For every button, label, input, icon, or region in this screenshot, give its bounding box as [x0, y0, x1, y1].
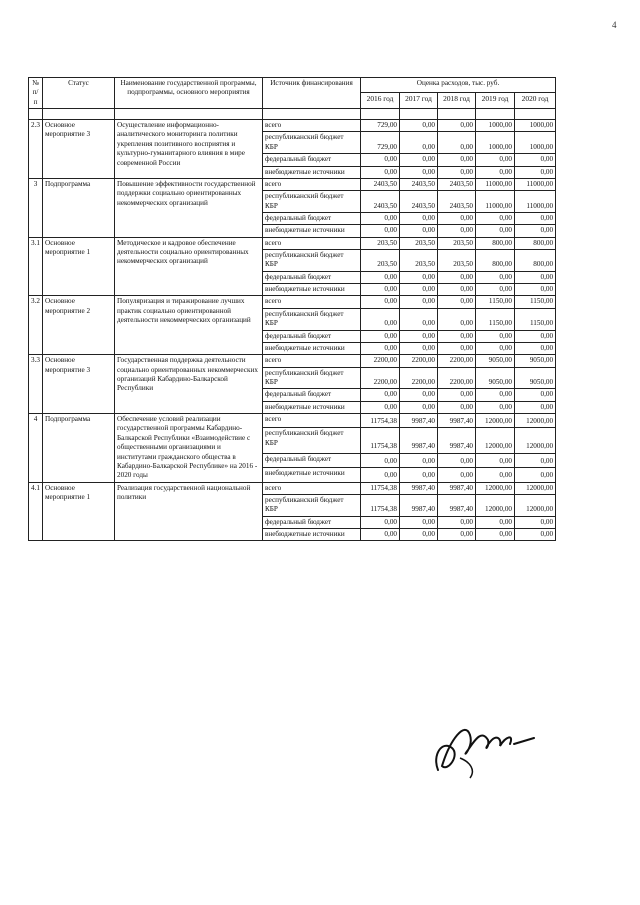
amount-cell: 203,50: [438, 250, 476, 272]
section-status: Подпрограмма: [43, 178, 115, 237]
table-row: [29, 414, 556, 428]
amount-cell: 0,00: [361, 284, 400, 296]
amount-cell: 0,00: [515, 225, 556, 237]
funding-source: республиканский бюджет КБР: [263, 250, 361, 272]
amount-cell: 2200,00: [438, 367, 476, 389]
amount-cell: 9987,40: [400, 482, 438, 494]
table-row: [29, 237, 556, 249]
funding-source: всего: [263, 414, 361, 428]
funding-source: всего: [263, 296, 361, 308]
amount-cell: 0,00: [438, 516, 476, 528]
amount-cell: 0,00: [515, 453, 556, 467]
funding-source: всего: [263, 355, 361, 367]
page-mark: 4: [612, 20, 617, 30]
amount-cell: 0,00: [361, 516, 400, 528]
section-number: 4.1: [29, 482, 43, 541]
amount-cell: 1150,00: [515, 308, 556, 330]
amount-cell: 9987,40: [400, 494, 438, 516]
amount-cell: 2403,50: [361, 191, 400, 213]
amount-cell: 0,00: [361, 453, 400, 467]
section-name: Обеспечение условий реализации государственной программы Кабардино-Балкарской Республики «Взаимодействие с общественными организациями и институтами гражданского общества в Кабардино-Балкарской Республике» на 2016 - 2020 годы: [115, 414, 263, 483]
amount-cell: 0,00: [400, 342, 438, 354]
amount-cell: 0,00: [400, 453, 438, 467]
amount-cell: 0,00: [438, 225, 476, 237]
spacer-cell: [476, 109, 515, 120]
amount-cell: 0,00: [476, 154, 515, 166]
funding-source: республиканский бюджет КБР: [263, 367, 361, 389]
section-number: 3.2: [29, 296, 43, 355]
amount-cell: 11754,38: [361, 414, 400, 428]
spacer-cell: [29, 109, 43, 120]
amount-cell: 2403,50: [400, 191, 438, 213]
spacer-cell: [438, 109, 476, 120]
amount-cell: 9050,00: [515, 355, 556, 367]
amount-cell: 0,00: [438, 342, 476, 354]
amount-cell: 1150,00: [515, 296, 556, 308]
amount-cell: 0,00: [515, 330, 556, 342]
amount-cell: 729,00: [361, 132, 400, 154]
header-num: № п/п: [29, 78, 43, 109]
amount-cell: 12000,00: [515, 494, 556, 516]
amount-cell: 0,00: [438, 389, 476, 401]
amount-cell: 1000,00: [515, 132, 556, 154]
amount-cell: 0,00: [476, 389, 515, 401]
amount-cell: 0,00: [476, 342, 515, 354]
amount-cell: 0,00: [438, 132, 476, 154]
funding-source: всего: [263, 178, 361, 190]
section-name: Осуществление информационно-аналитического мониторинга политики укрепления позитивного восприятия и культурно-гуманитарного влияния в мире современной России: [115, 120, 263, 179]
amount-cell: 2200,00: [400, 367, 438, 389]
amount-cell: 0,00: [515, 516, 556, 528]
amount-cell: 2403,50: [438, 178, 476, 190]
funding-source: федеральный бюджет: [263, 330, 361, 342]
amount-cell: 0,00: [438, 120, 476, 132]
amount-cell: 0,00: [438, 166, 476, 178]
amount-cell: 12000,00: [515, 482, 556, 494]
amount-cell: 0,00: [515, 212, 556, 224]
amount-cell: 9987,40: [400, 414, 438, 428]
section-status: Основное мероприятие 3: [43, 355, 115, 414]
amount-cell: 0,00: [400, 468, 438, 482]
amount-cell: 12000,00: [515, 414, 556, 428]
amount-cell: 0,00: [361, 308, 400, 330]
header-source: Источник финансирования: [263, 78, 361, 109]
amount-cell: 12000,00: [476, 428, 515, 453]
amount-cell: 0,00: [400, 296, 438, 308]
amount-cell: 9987,40: [400, 428, 438, 453]
amount-cell: 12000,00: [476, 414, 515, 428]
amount-cell: 0,00: [438, 212, 476, 224]
amount-cell: 0,00: [476, 401, 515, 413]
amount-cell: 12000,00: [476, 482, 515, 494]
amount-cell: 0,00: [361, 342, 400, 354]
funding-source: федеральный бюджет: [263, 212, 361, 224]
amount-cell: 0,00: [476, 453, 515, 467]
funding-source: внебюджетные источники: [263, 529, 361, 541]
amount-cell: 9987,40: [438, 414, 476, 428]
amount-cell: 2403,50: [400, 178, 438, 190]
amount-cell: 0,00: [400, 330, 438, 342]
section-number: 4: [29, 414, 43, 483]
header-year: 2018 год: [438, 93, 476, 109]
amount-cell: 800,00: [515, 250, 556, 272]
header-year: 2019 год: [476, 93, 515, 109]
amount-cell: 203,50: [361, 250, 400, 272]
amount-cell: 0,00: [438, 296, 476, 308]
table-row: [29, 482, 556, 494]
header-year: 2020 год: [515, 93, 556, 109]
header-status: Статус: [43, 78, 115, 109]
amount-cell: 203,50: [361, 237, 400, 249]
funding-source: республиканский бюджет КБР: [263, 494, 361, 516]
amount-cell: 2200,00: [438, 355, 476, 367]
amount-cell: 11000,00: [515, 178, 556, 190]
section-name: Государственная поддержка деятельности социально ориентированных некоммерческих организаций Кабардино-Балкарской Республики: [115, 355, 263, 414]
amount-cell: 0,00: [438, 453, 476, 467]
amount-cell: 800,00: [476, 250, 515, 272]
header-year: 2017 год: [400, 93, 438, 109]
section-name: Реализация государственной национальной политики: [115, 482, 263, 541]
spacer-cell: [43, 109, 115, 120]
funding-source: республиканский бюджет КБР: [263, 428, 361, 453]
amount-cell: 0,00: [400, 389, 438, 401]
amount-cell: 0,00: [515, 166, 556, 178]
amount-cell: 203,50: [400, 237, 438, 249]
amount-cell: 9050,00: [515, 367, 556, 389]
amount-cell: 0,00: [515, 468, 556, 482]
header-name: Наименование государственной программы, подпрограммы, основного мероприятия: [115, 78, 263, 109]
amount-cell: 0,00: [400, 166, 438, 178]
funding-source: всего: [263, 120, 361, 132]
section-status: Основное мероприятие 2: [43, 296, 115, 355]
funding-source: федеральный бюджет: [263, 516, 361, 528]
amount-cell: 9987,40: [438, 482, 476, 494]
section-number: 2.3: [29, 120, 43, 179]
table-row: [29, 296, 556, 308]
amount-cell: 0,00: [438, 468, 476, 482]
funding-source: внебюджетные источники: [263, 284, 361, 296]
amount-cell: 0,00: [438, 401, 476, 413]
amount-cell: 0,00: [400, 120, 438, 132]
funding-source: республиканский бюджет КБР: [263, 308, 361, 330]
amount-cell: 9050,00: [476, 355, 515, 367]
section-number: 3: [29, 178, 43, 237]
amount-cell: 0,00: [400, 212, 438, 224]
amount-cell: 0,00: [361, 296, 400, 308]
amount-cell: 11000,00: [476, 178, 515, 190]
amount-cell: 0,00: [361, 468, 400, 482]
amount-cell: 0,00: [400, 271, 438, 283]
amount-cell: 0,00: [400, 132, 438, 154]
amount-cell: 0,00: [361, 401, 400, 413]
section-number: 3.3: [29, 355, 43, 414]
amount-cell: 0,00: [515, 389, 556, 401]
amount-cell: 12000,00: [476, 494, 515, 516]
section-name: Популяризация и тиражирование лучших практик социально ориентированной деятельности некоммерческих организаций: [115, 296, 263, 355]
budget-table: [28, 77, 556, 541]
funding-source: внебюджетные источники: [263, 401, 361, 413]
amount-cell: 1000,00: [476, 120, 515, 132]
amount-cell: 203,50: [400, 250, 438, 272]
spacer-cell: [361, 109, 400, 120]
amount-cell: 0,00: [476, 284, 515, 296]
section-name: Методическое и кадровое обеспечение деятельности социально ориентированных некоммерческих организаций: [115, 237, 263, 296]
amount-cell: 0,00: [438, 154, 476, 166]
amount-cell: 0,00: [476, 225, 515, 237]
amount-cell: 11000,00: [515, 191, 556, 213]
amount-cell: 11754,38: [361, 428, 400, 453]
amount-cell: 0,00: [400, 529, 438, 541]
funding-source: внебюджетные источники: [263, 225, 361, 237]
amount-cell: 0,00: [361, 271, 400, 283]
amount-cell: 0,00: [361, 330, 400, 342]
amount-cell: 2200,00: [361, 355, 400, 367]
amount-cell: 1150,00: [476, 308, 515, 330]
signature-image: [430, 700, 540, 790]
funding-source: внебюджетные источники: [263, 342, 361, 354]
table-body: [29, 109, 556, 541]
amount-cell: 0,00: [476, 271, 515, 283]
spacer-row: [29, 109, 556, 120]
amount-cell: 2403,50: [361, 178, 400, 190]
amount-cell: 0,00: [361, 389, 400, 401]
amount-cell: 800,00: [515, 237, 556, 249]
amount-cell: 0,00: [476, 529, 515, 541]
amount-cell: 0,00: [361, 154, 400, 166]
amount-cell: 729,00: [361, 120, 400, 132]
section-status: Основное мероприятие 1: [43, 482, 115, 541]
amount-cell: 12000,00: [515, 428, 556, 453]
amount-cell: 11000,00: [476, 191, 515, 213]
amount-cell: 0,00: [515, 284, 556, 296]
amount-cell: 0,00: [361, 529, 400, 541]
spacer-cell: [400, 109, 438, 120]
funding-source: республиканский бюджет КБР: [263, 132, 361, 154]
amount-cell: 1150,00: [476, 296, 515, 308]
amount-cell: 203,50: [438, 237, 476, 249]
amount-cell: 2403,50: [438, 191, 476, 213]
table-row: [29, 120, 556, 132]
amount-cell: 0,00: [400, 308, 438, 330]
funding-source: федеральный бюджет: [263, 154, 361, 166]
amount-cell: 0,00: [476, 468, 515, 482]
amount-cell: 0,00: [400, 225, 438, 237]
funding-source: внебюджетные источники: [263, 166, 361, 178]
amount-cell: 2200,00: [361, 367, 400, 389]
amount-cell: 0,00: [400, 154, 438, 166]
funding-source: федеральный бюджет: [263, 453, 361, 467]
amount-cell: 0,00: [438, 529, 476, 541]
amount-cell: 0,00: [438, 271, 476, 283]
amount-cell: 0,00: [438, 284, 476, 296]
funding-source: федеральный бюджет: [263, 271, 361, 283]
table-row: [29, 355, 556, 367]
amount-cell: 1000,00: [515, 120, 556, 132]
amount-cell: 2200,00: [400, 355, 438, 367]
table-row: [29, 178, 556, 190]
amount-cell: 0,00: [515, 401, 556, 413]
amount-cell: 9987,40: [438, 494, 476, 516]
amount-cell: 0,00: [515, 271, 556, 283]
section-number: 3.1: [29, 237, 43, 296]
amount-cell: 11754,38: [361, 494, 400, 516]
amount-cell: 11754,38: [361, 482, 400, 494]
funding-source: республиканский бюджет КБР: [263, 191, 361, 213]
amount-cell: 0,00: [515, 154, 556, 166]
funding-source: федеральный бюджет: [263, 389, 361, 401]
amount-cell: 0,00: [515, 529, 556, 541]
spacer-cell: [515, 109, 556, 120]
amount-cell: 0,00: [438, 308, 476, 330]
header-year: 2016 год: [361, 93, 400, 109]
amount-cell: 0,00: [400, 516, 438, 528]
amount-cell: 800,00: [476, 237, 515, 249]
amount-cell: 0,00: [438, 330, 476, 342]
amount-cell: 9050,00: [476, 367, 515, 389]
amount-cell: 0,00: [361, 225, 400, 237]
funding-source: внебюджетные источники: [263, 468, 361, 482]
amount-cell: 0,00: [361, 212, 400, 224]
amount-cell: 0,00: [476, 330, 515, 342]
spacer-cell: [263, 109, 361, 120]
spacer-cell: [115, 109, 263, 120]
amount-cell: 0,00: [400, 284, 438, 296]
amount-cell: 0,00: [515, 342, 556, 354]
section-status: Основное мероприятие 1: [43, 237, 115, 296]
amount-cell: 0,00: [361, 166, 400, 178]
section-name: Повышение эффективности государственной поддержки социально ориентированных некоммерческих организаций: [115, 178, 263, 237]
funding-source: всего: [263, 482, 361, 494]
amount-cell: 0,00: [400, 401, 438, 413]
amount-cell: 1000,00: [476, 132, 515, 154]
amount-cell: 0,00: [476, 516, 515, 528]
funding-source: всего: [263, 237, 361, 249]
amount-cell: 0,00: [476, 166, 515, 178]
header-estimate: Оценка расходов, тыс. руб.: [361, 78, 556, 93]
amount-cell: 9987,40: [438, 428, 476, 453]
amount-cell: 0,00: [476, 212, 515, 224]
section-status: Подпрограмма: [43, 414, 115, 483]
section-status: Основное мероприятие 3: [43, 120, 115, 179]
